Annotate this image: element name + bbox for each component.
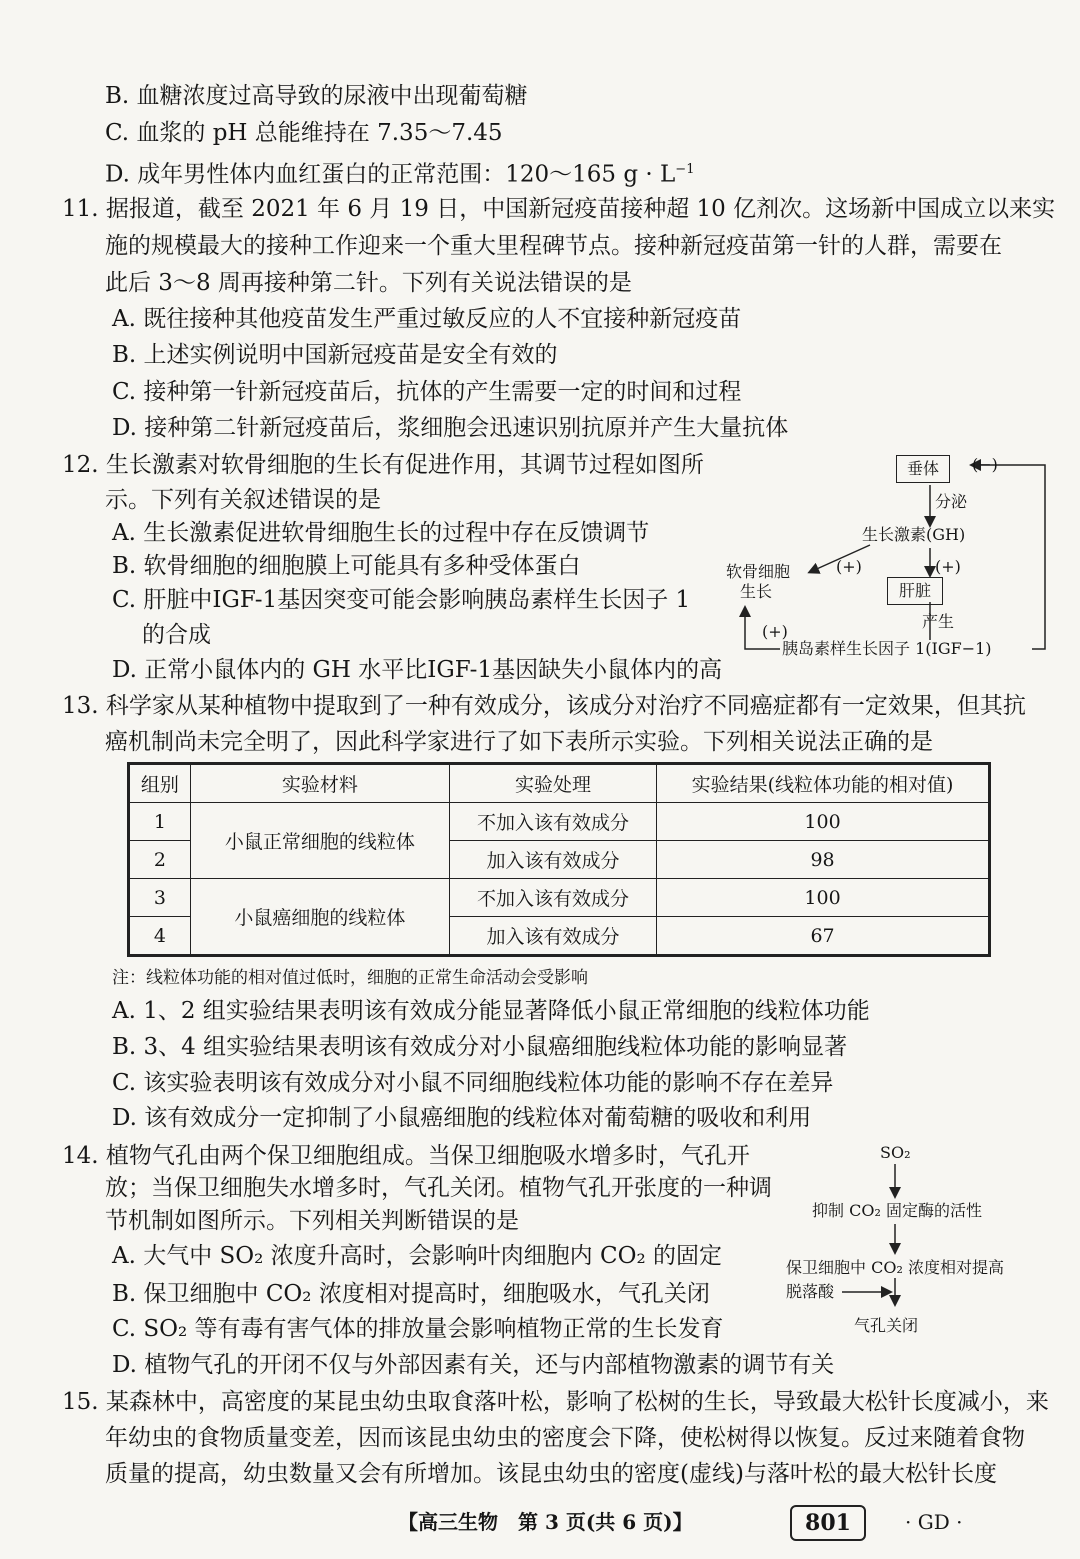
stomata-close-label: 气孔关闭 xyxy=(854,1316,919,1335)
q12-option-a: A. 生长激素促进软骨细胞生长的过程中存在反馈调节 xyxy=(112,520,650,546)
q14-option-b: B. 保卫细胞中 CO₂ 浓度相对提高时，细胞吸水，气孔关闭 xyxy=(112,1281,710,1307)
positive-label-3: (+) xyxy=(762,622,788,641)
header-group: 组别 xyxy=(129,764,191,803)
q11-stem-line3: 此后 3～8 周再接种第二针。下列有关说法错误的是 xyxy=(105,270,632,296)
q13-stem-line1: 13. 科学家从某种植物中提取到了一种有效成分，该成分对治疗不同癌症都有一定效果，但其抗 xyxy=(62,693,1026,719)
q12-option-c-line2: 的合成 xyxy=(142,622,211,648)
q10-option-d: D. 成年男性体内血红蛋白的正常范围：120～165 $g \cdot L^{-1}$ xyxy=(105,161,695,188)
secrete-label: 分泌 xyxy=(935,492,968,511)
liver-box: 肝脏 xyxy=(887,577,943,605)
q12-option-d: D. 正常小鼠体内的 GH 水平比IGF-1基因缺失小鼠体内的高 xyxy=(112,657,723,683)
co2-rise-label: 保卫细胞中 CO₂ 浓度相对提高 xyxy=(786,1258,1004,1277)
experiment-table xyxy=(127,762,991,957)
cell-treatment: 加入该有效成分 xyxy=(449,841,656,879)
header-material: 实验材料 xyxy=(190,764,449,803)
q10-option-b: B. 血糖浓度过高导致的尿液中出现葡萄糖 xyxy=(105,83,528,109)
negative-feedback-label: (−) xyxy=(972,455,998,474)
igf-label: 胰岛素样生长因子 1(IGF−1) xyxy=(782,639,992,658)
q13-stem-line2: 癌机制尚未完全明了，因此科学家进行了如下表所示实验。下列相关说法正确的是 xyxy=(105,729,933,755)
q14-stem-line1: 14. 植物气孔由两个保卫细胞组成。当保卫细胞吸水增多时，气孔开 xyxy=(62,1143,750,1169)
cell-group: 3 xyxy=(129,879,191,917)
cell-group: 2 xyxy=(129,841,191,879)
cartilage-label-2: 生长 xyxy=(740,582,773,601)
table-header-row xyxy=(129,764,990,803)
cell-result: 100 xyxy=(657,803,990,841)
diagram-arrows-q14 xyxy=(780,1140,1020,1340)
q13-option-c: C. 该实验表明该有效成分对小鼠不同细胞线粒体功能的影响不存在差异 xyxy=(112,1070,834,1096)
aba-label: 脱落酸 xyxy=(786,1282,835,1301)
cell-material: 小鼠正常细胞的线粒体 xyxy=(190,803,449,879)
positive-label-1: (+) xyxy=(836,557,862,576)
produce-label: 产生 xyxy=(922,612,955,631)
q15-stem-line2: 年幼虫的食物质量变差，因而该昆虫幼虫的密度会下降，使松树得以恢复。反过来随着食物 xyxy=(105,1425,1025,1451)
q12-option-b: B. 软骨细胞的细胞膜上可能具有多种受体蛋白 xyxy=(112,553,581,579)
cell-group: 1 xyxy=(129,803,191,841)
cartilage-label-1: 软骨细胞 xyxy=(726,562,791,581)
pituitary-box: 垂体 xyxy=(896,455,950,483)
q10-option-c: C. 血浆的 pH 总能维持在 7.35～7.45 xyxy=(105,120,503,146)
q14-option-a: A. 大气中 SO₂ 浓度升高时，会影响叶肉细胞内 CO₂ 的固定 xyxy=(112,1243,722,1269)
q11-stem-line1: 11. 据报道，截至 2021 年 6 月 19 日，中国新冠疫苗接种超 10 亿剂次。这场新中国成立以来实 xyxy=(62,196,1056,222)
cell-treatment: 加入该有效成分 xyxy=(449,917,656,956)
q15-stem-line3: 质量的提高，幼虫数量又会有所增加。该昆虫幼虫的密度(虚线)与落叶松的最大松针长度 xyxy=(105,1461,997,1487)
cell-material: 小鼠癌细胞的线粒体 xyxy=(190,879,449,956)
region-tag: · GD · xyxy=(905,1510,963,1534)
page-footer-subject: 【高三生物 第 3 页(共 6 页)】 xyxy=(398,1510,693,1534)
cell-result: 67 xyxy=(657,917,990,956)
table-row xyxy=(129,879,990,917)
q11-option-c: C. 接种第一针新冠疫苗后，抗体的产生需要一定的时间和过程 xyxy=(112,379,742,405)
so2-label: SO₂ xyxy=(880,1143,911,1162)
q14-stem-line2: 放；当保卫细胞失水增多时，气孔关闭。植物气孔开张度的一种调 xyxy=(105,1175,772,1201)
q13-option-a: A. 1、2 组实验结果表明该有效成分能显著降低小鼠正常细胞的线粒体功能 xyxy=(112,998,870,1024)
q15-stem-line1: 15. 某森林中，高密度的某昆虫幼虫取食落叶松，影响了松树的生长，导致最大松针长度减小，来 xyxy=(62,1389,1049,1415)
paper-code-badge: 801 xyxy=(790,1505,866,1541)
inhibit-label: 抑制 CO₂ 固定酶的活性 xyxy=(812,1201,982,1220)
q13-option-b: B. 3、4 组实验结果表明该有效成分对小鼠癌细胞线粒体功能的影响显著 xyxy=(112,1034,848,1060)
q14-option-c: C. SO₂ 等有毒有害气体的排放量会影响植物正常的生长发育 xyxy=(112,1316,724,1342)
q11-option-d: D. 接种第二针新冠疫苗后，浆细胞会迅速识别抗原并产生大量抗体 xyxy=(112,415,789,441)
cell-treatment: 不加入该有效成分 xyxy=(449,879,656,917)
positive-label-2: (+) xyxy=(935,557,961,576)
q13-option-d: D. 该有效成分一定抑制了小鼠癌细胞的线粒体对葡萄糖的吸收和利用 xyxy=(112,1105,812,1131)
cell-result: 100 xyxy=(657,879,990,917)
gh-label: 生长激素(GH) xyxy=(862,525,966,544)
q11-option-a: A. 既往接种其他疫苗发生严重过敏反应的人不宜接种新冠疫苗 xyxy=(112,306,742,332)
cell-group: 4 xyxy=(129,917,191,956)
cell-treatment: 不加入该有效成分 xyxy=(449,803,656,841)
table-row xyxy=(129,803,990,841)
cell-result: 98 xyxy=(657,841,990,879)
q13-table-note: 注：线粒体功能的相对值过低时，细胞的正常生命活动会受影响 xyxy=(112,968,588,988)
q14-option-d: D. 植物气孔的开闭不仅与外部因素有关，还与内部植物激素的调节有关 xyxy=(112,1352,835,1378)
header-treatment: 实验处理 xyxy=(449,764,656,803)
q12-stem-line2: 示。下列有关叙述错误的是 xyxy=(105,487,381,513)
header-result: 实验结果(线粒体功能的相对值) xyxy=(657,764,990,803)
q11-option-b: B. 上述实例说明中国新冠疫苗是安全有效的 xyxy=(112,342,558,368)
q14-stem-line3: 节机制如图所示。下列相关判断错误的是 xyxy=(105,1208,519,1234)
q12-stem-line1: 12. 生长激素对软骨细胞的生长有促进作用，其调节过程如图所 xyxy=(62,452,704,478)
q11-stem-line2: 施的规模最大的接种工作迎来一个重大里程碑节点。接种新冠疫苗第一针的人群，需要在 xyxy=(105,233,1002,259)
q12-option-c-line1: C. 肝脏中IGF-1基因突变可能会影响胰岛素样生长因子 1 xyxy=(112,587,691,613)
